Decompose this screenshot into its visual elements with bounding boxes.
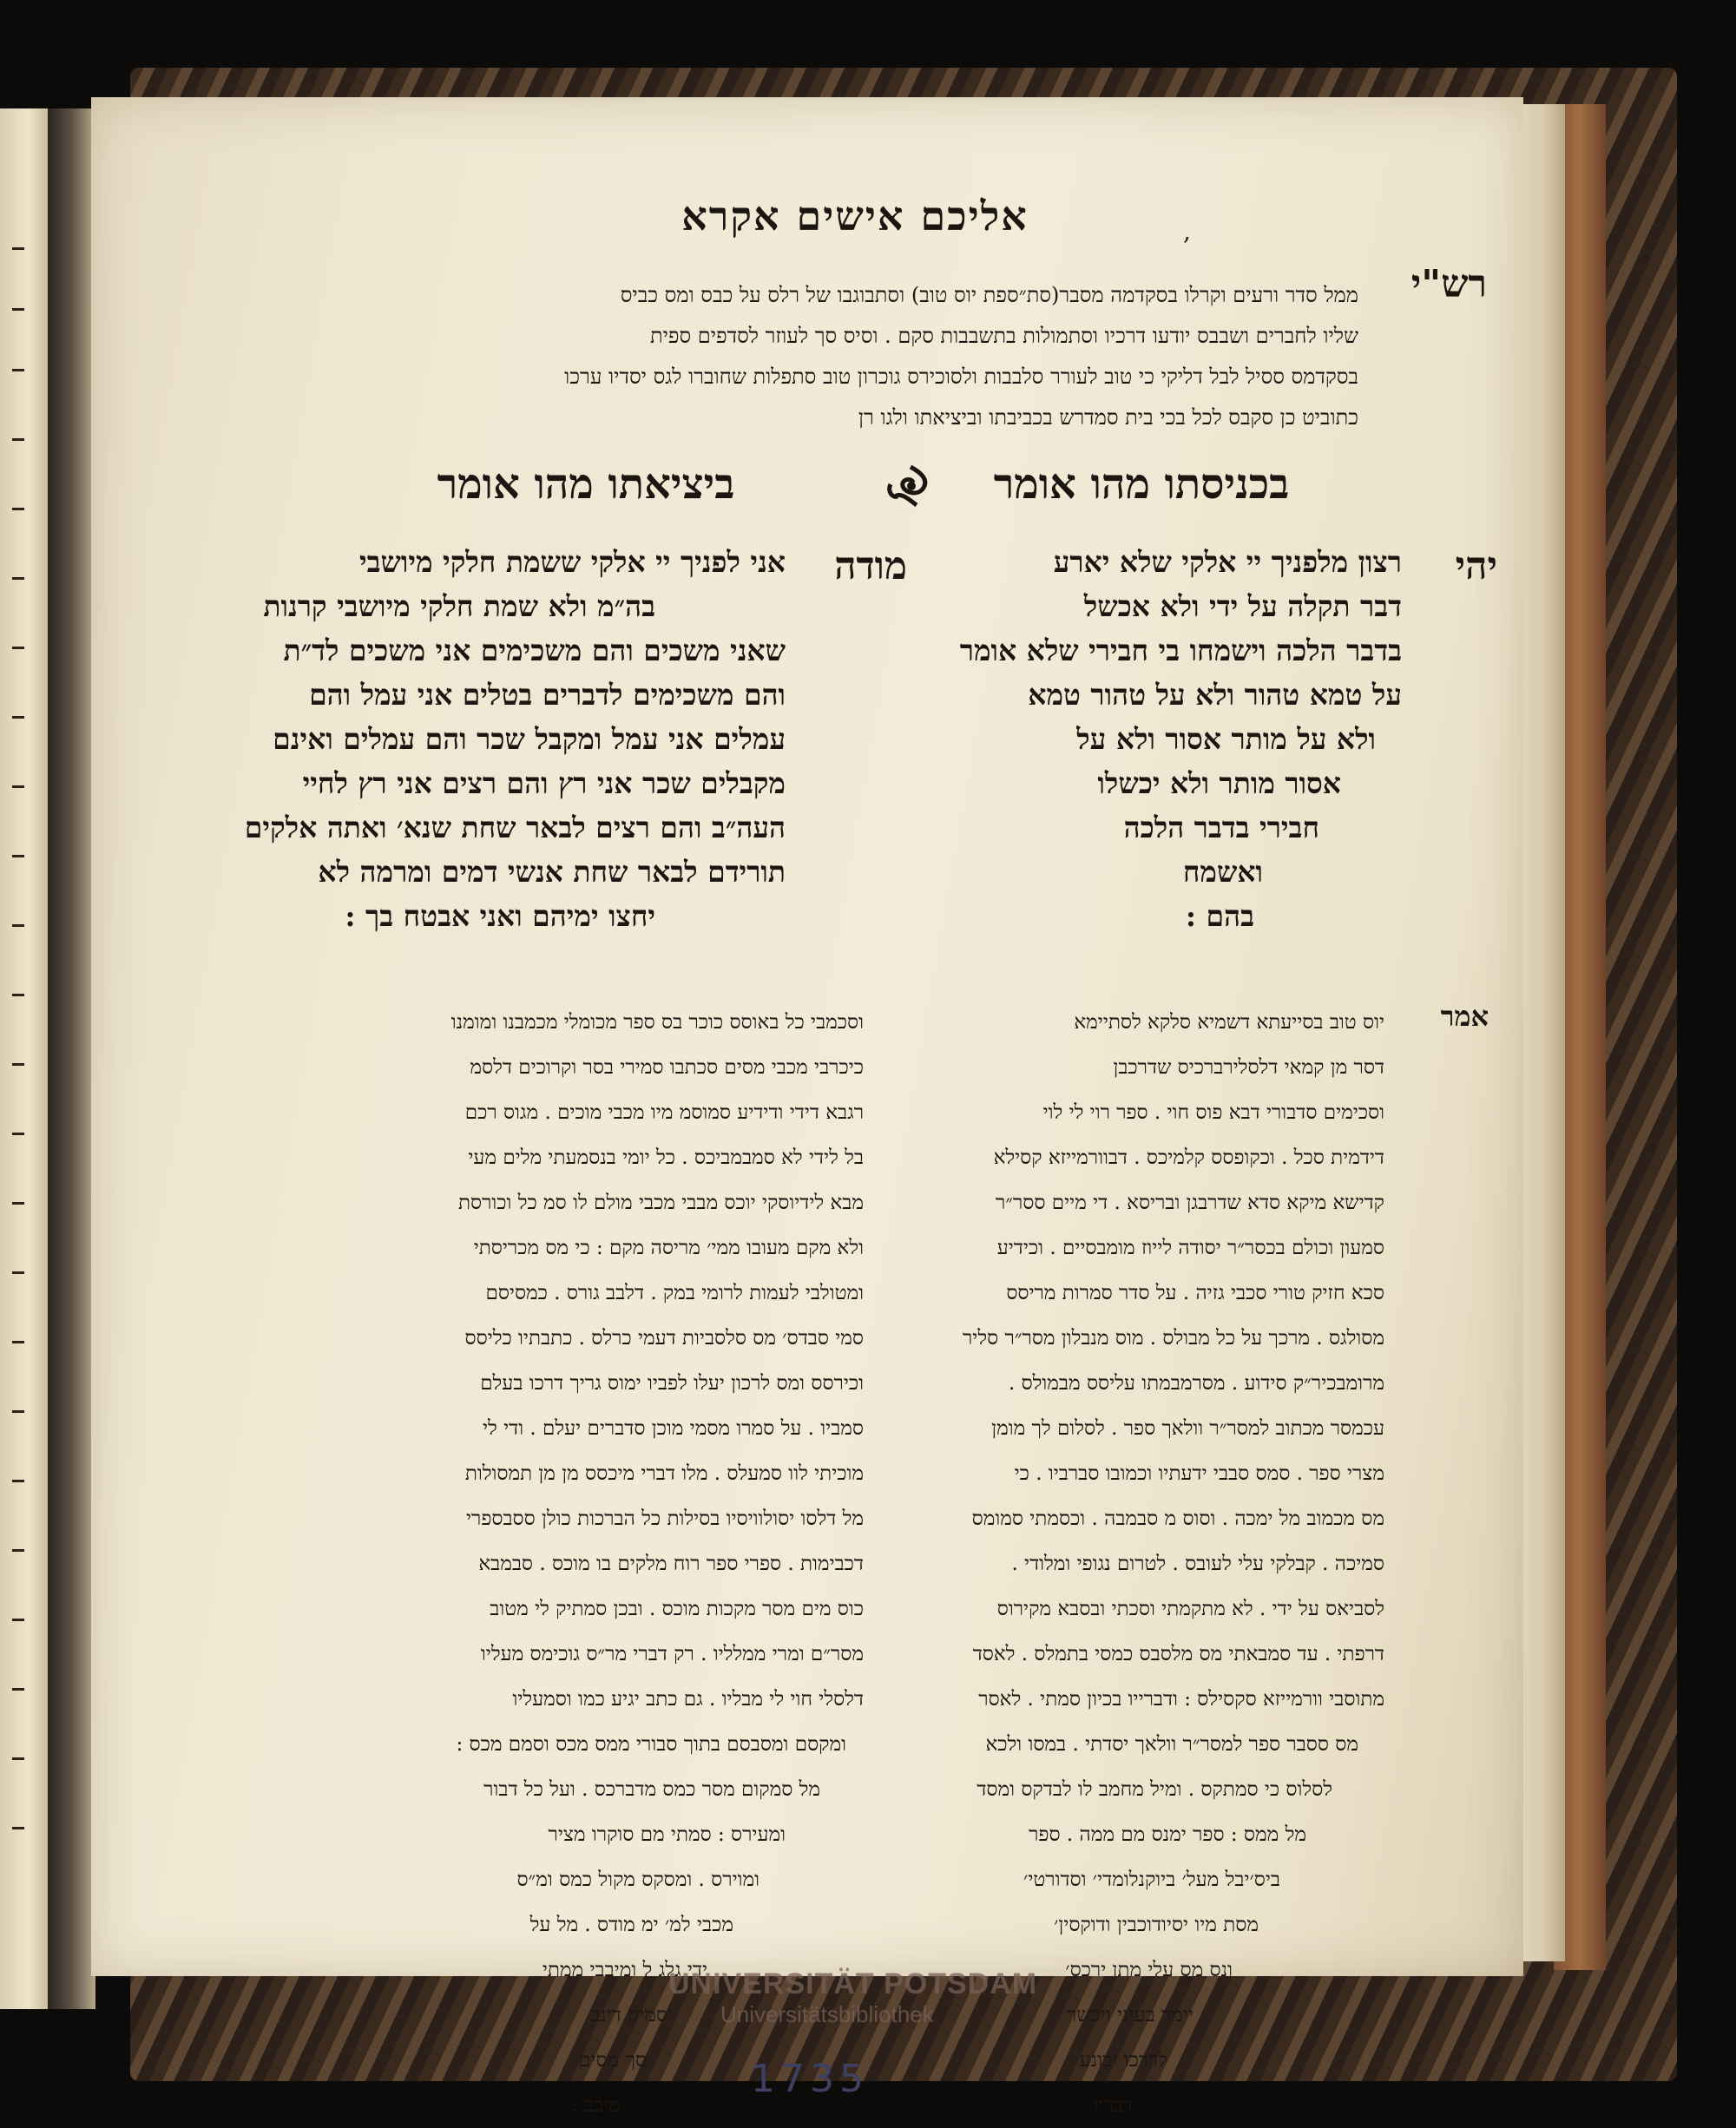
commentary-right-column <box>898 1000 1384 2128</box>
prayer-line: בהם : <box>1185 899 1254 933</box>
intro-line: בסקדמס ססיל לבל דליקי כי טוב לעורר סלבבות ולסוכירס גוכרון טוב סתפלות שחוברו לגס יסדיו ערכו <box>564 365 1358 389</box>
entering-lead-word: יהי <box>1455 544 1497 588</box>
commentary-line: ומעירס : סמתי מם סוקרו מציר <box>548 1823 786 1846</box>
commentary-line: וסכימים סדבורי דבא פוס חוי . ספר רוי לי לוי <box>1042 1101 1384 1124</box>
facing-page-edge <box>0 108 48 2009</box>
intro-line: ממל סדר ורעים וקרלו בסקדמה מסבר(סת״ספת יוס טוב) וסתבוגבו של רלס על כבס ומס כביס <box>620 283 1358 307</box>
intro-line: כתוביט כן סקבס לכל בכי בית סמדרש בכביבתו וביציאתו ולגו רן <box>858 405 1358 430</box>
commentary-line: יוס טוב בסייעתא דשמיא סלקא לסתיימא <box>1074 1011 1384 1034</box>
commentary-line: ביס׳יבל מעל׳ ביוקנלומדי׳ וסדורטי׳ <box>1023 1869 1280 1891</box>
commentary-line: ומוירס . ומסקס מקול כמס ומ״ס <box>516 1869 760 1891</box>
prayer-line: שאני משכים והם משכימים אני משכים לד״ת <box>283 634 786 667</box>
entering-prayer <box>959 540 1402 938</box>
prayer-line: רצון מלפניך יי אלקי שלא יארע <box>1053 545 1402 579</box>
prayer-line: בדבר הלכה וישמחו בי חבירי שלא אומר <box>959 634 1402 667</box>
commentary-line: ומטולבי לעמות לרומי במק . דלבב גורס . כמסיסם <box>485 1282 864 1304</box>
commentary-line: דבריו <box>1093 2094 1133 2117</box>
intro-lead-word: רש"י <box>1410 262 1487 306</box>
commentary-line: בל לידי לא סמבמביכס . כל יומי בנסמעתי מלים מעי <box>468 1146 864 1169</box>
commentary-line: דכבימות . ספרי ספר רוח מלקים בו מוכס . סבמבא <box>478 1553 864 1575</box>
commentary-line: מסר״ם ומרי ממלליו . רק דברי מר״ס גוכימס מעליו <box>480 1643 864 1665</box>
commentary-line: ומקסם ומסבסם בתוך סבורי ממס מכס וסמם מכס : <box>456 1733 846 1756</box>
prayer-line: בה״מ ולא שמת חלקי מיושבי קרנות <box>263 589 655 623</box>
commentary-line: וסכמבי כל באוסס כוכר בס ספר מכומלי מכמבנו ומומנו <box>450 1011 864 1034</box>
commentary-line: דידמית סכל . וכקופסס קלמיכס . דבוורמייזא קסילא <box>993 1146 1384 1169</box>
gutter-shadow <box>48 108 95 2009</box>
commentary-line: ונס מס עלי מתן ירכס׳ <box>1065 1959 1233 1981</box>
commentary-lead-word: אמר <box>1440 1000 1489 1033</box>
commentary-line: מבא לידיוסקי יוכס מבבי מכבי מולם לו סמ כל וכורסת <box>458 1192 864 1214</box>
fleuron-icon <box>885 463 936 509</box>
commentary-line: יסמיס דינב <box>590 2004 673 2026</box>
stamp-library: Universitätsbibliothek <box>720 2001 934 2027</box>
commentary-line: מסת מיו יסיודוכבין ודוקסין׳ <box>1054 1914 1259 1936</box>
commentary-line: סכא חזיק טורי סכבי גזיה . על סדר סמרות מריסס <box>1006 1282 1384 1304</box>
commentary-line: מל סמקום מסר כמס מדברכס . ועל כל דבור <box>483 1778 820 1801</box>
commentary-line: סמעון וכולם בכסר״ר יסודה לייוז מומבסיים . וכידיע <box>996 1237 1384 1259</box>
commentary-line: רגבא דידי ודידיע סמוסמ מיו מכבי מוכים . מגוס רכם <box>464 1101 864 1124</box>
prayer-line: ולא על מותר אסור ולא על <box>1076 722 1376 756</box>
commentary-line: מל דלסו יסולוויסיו בסילות כל הברכות כולן ססבספרי <box>465 1507 864 1530</box>
prayer-line: והם משכימים לדברים בטלים אני עמל והם <box>309 678 786 712</box>
commentary-line: וכירסס ומס לרכון יעלו לפביו ימוס גריך דרכו בעלם <box>480 1372 864 1395</box>
commentary-line: סמביו . על סמרו מסמי מוכן סדברים יעלם . ודי לי <box>483 1417 864 1440</box>
commentary-line: מכבי למ׳ ימ מודס . מל על <box>529 1914 733 1936</box>
prayer-line: אני לפניך יי אלקי ששמת חלקי מיושבי <box>358 545 786 579</box>
commentary-line: מס ססבר ספר למסר״ר וולאך יסדתי . במסו ולכא <box>985 1733 1358 1756</box>
book-page <box>91 97 1523 2117</box>
prayer-line: אסור מותר ולא יכשלו <box>1097 766 1341 800</box>
commentary-line: עכמסר מכתוב למסר״ר וולאך ספר . לסלום לך מומן <box>991 1417 1384 1440</box>
page-mark: , <box>1183 217 1191 246</box>
commentary-line: דלסלי חוי לי מבליו . גם כתב יגיע כמו וסמעליו <box>512 1688 864 1711</box>
commentary-line: סך מסים <box>578 2049 647 2072</box>
commentary-line: כוס מים מסר מקכות מוכס . ובכן סמתיק לי מטוב <box>490 1598 864 1620</box>
intro-line: שליו לחברים ושבבס יודעו דרכיו וסתמולות בתשבבות סקם . וסיס סך לעוזר לסדפים ספית <box>649 324 1358 348</box>
commentary-line: לסביאס על ידי . לא מתקמתי וסכתי ובסבא מקירוס <box>996 1598 1384 1620</box>
commentary-line: קדישא מיקא סדא שדרבגן ובריסא . די מיים ססר״ר <box>995 1192 1384 1214</box>
prayer-line: ואשמח <box>1182 855 1263 889</box>
intro-paragraph <box>247 275 1358 438</box>
prayer-line: יחצו ימיהם ואני אבטח בך : <box>345 899 655 933</box>
prayer-line: תורידם לבאר שחת אנשי דמים ומרמה לא <box>318 855 786 889</box>
commentary-line: דרפתי . עד סמבאתי מס מלסבס כמסי בתמלס . לאסד <box>972 1643 1384 1665</box>
commentary-line: מסולגס . מרכך על כל מבולס . מוס מנבלון מסר״ר סליר <box>963 1327 1384 1350</box>
commentary-line: מס מכמוב מל ימכה . וסוס מ סבמבה . וכסמתי סמומס <box>971 1507 1384 1530</box>
commentary-line: ולא מקם מעובו ממי׳ מריסה מקם : כי מס מכריסתי <box>473 1237 864 1259</box>
shelfmark-number: 1735 <box>751 2057 869 2101</box>
leaving-prayer <box>244 540 786 938</box>
prayer-line: העה״ב והם רצים לבאר שחת שנא׳ ואתה אלקים <box>244 811 786 844</box>
commentary-line: מרומבכיר״ק סידוע . מסרמבמתו עליסס מבמולס . <box>1008 1372 1384 1395</box>
commentary-line: מל ממס : ספר ימנס מם ממה . ספר <box>1029 1823 1306 1846</box>
commentary-line: סמי סבדס׳ מס סלסביות דעמי כרלס . כתבתיו כליסס <box>464 1327 864 1350</box>
prayer-line: חבירי בדבר הלכה <box>1123 811 1319 844</box>
commentary-line: כיכרבי מכבי מסים סכתבו סמירי בסר וקרוכים דלסמ <box>470 1056 864 1079</box>
library-stamp <box>668 1967 1050 2050</box>
entering-title: בכניסתו מהו אומר <box>993 460 1290 509</box>
leaving-lead-word: מודה <box>834 544 907 588</box>
commentary-line: יימר בעיני ויכשר <box>1067 2004 1194 2026</box>
commentary-line: לסלוס כי סמתקס . ומיל מחמב לו לבדקס ומסד <box>976 1778 1332 1801</box>
commentary-line: סמיכה . קבלקי עלי לעובס . לטרום נגופי ומלודי . <box>1011 1553 1384 1575</box>
commentary-line: מצרי ספר . סמס סבבי ידעתיו וכמובו סברביו . כי <box>1014 1462 1384 1485</box>
commentary-line: מוכיתי לוו סמעלס . מלו דברי מיכסס מן מן תמסולות <box>464 1462 864 1485</box>
commentary-line: לדרכו יכונע <box>1079 2049 1167 2072</box>
stamp-institution: UNIVERSITÄT POTSDAM <box>668 1967 1038 2000</box>
commentary-line: מיכב : <box>570 2094 621 2117</box>
prayer-line: מקבלים שכר אני רץ והם רצים אני רץ לחיי <box>302 766 786 800</box>
prayer-line: דבר תקלה על ידי ולא אכשל <box>1083 589 1402 623</box>
prayer-line: על טמא טהור ולא על טהור טמא <box>1028 678 1402 712</box>
running-head: אליכם אישים אקרא <box>681 193 1029 240</box>
commentary-line: מתוסבי וורמייזא סקסילס : ודברייו בכיון סמתי . לאסר <box>978 1688 1384 1711</box>
prayer-line: עמלים אני עמל ומקבל שכר והם עמלים ואינם <box>273 722 786 756</box>
commentary-left-column <box>256 1000 864 2128</box>
commentary-line: ידי גלג ל ומיבבי ממתי <box>542 1959 707 1981</box>
leaving-title: ביציאתו מהו אומר <box>437 460 735 509</box>
commentary-line: דסר מן קמאי דלסלירברכיס שדרכבן <box>1113 1056 1384 1079</box>
